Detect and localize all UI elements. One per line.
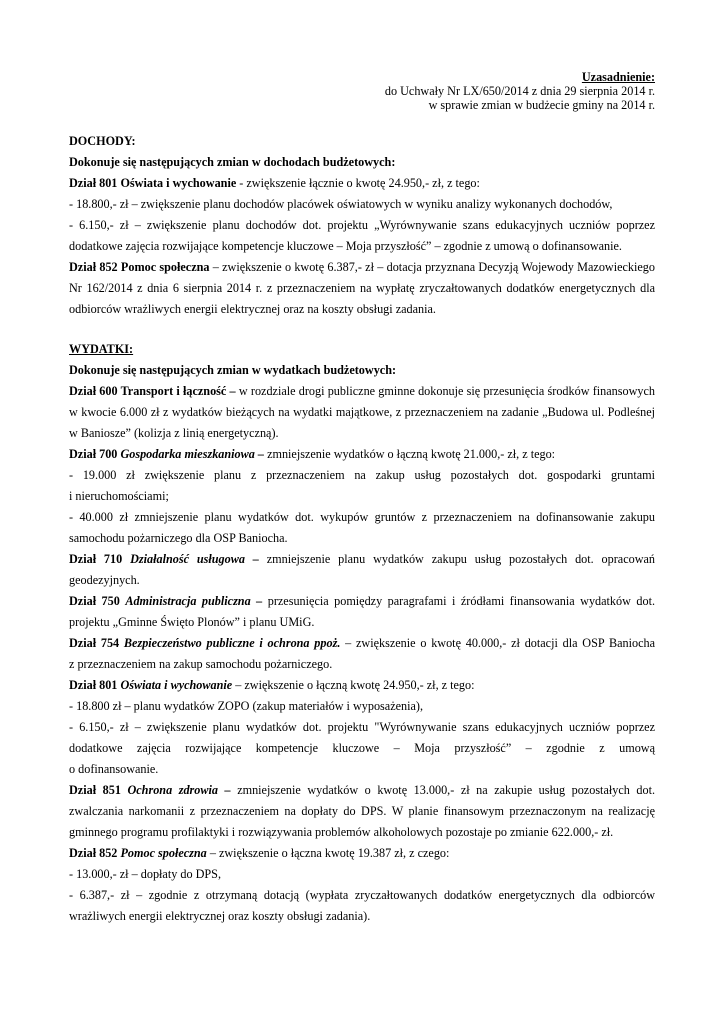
- wydatki-801-name: Oświata i wychowanie: [120, 678, 233, 692]
- dochody-852-line2: Nr 162/2014 z dnia 6 sierpnia 2014 r. z przeznaczeniem na wypłatę zryczałtowanych dodatków energetycznych dla: [69, 281, 655, 295]
- dochody-801-item2-line1: - 6.150,- zł – zwiększenie planu dochodów dot. projektu „Wyrównywanie szans edukacyjnych uczniów poprzez: [69, 218, 655, 232]
- wydatki-851-line2: zwalczania narkomanii z przeznaczeniem na dopłaty do DPS. W planie finansowym przeznaczonym na realizację: [69, 804, 655, 818]
- section-heading-dochody: DOCHODY:: [69, 134, 136, 148]
- wydatki-754-name: Bezpieczeństwo publiczne i ochrona ppoż.: [123, 636, 341, 650]
- section-heading-wydatki: WYDATKI:: [69, 342, 134, 356]
- document-header: [385, 70, 655, 112]
- header-subject-line: w sprawie zmian w budżecie gminy na 2014 r.: [428, 98, 655, 112]
- wydatki-700-line: [69, 444, 655, 465]
- wydatki-700-item1-line1: - 19.000 zł zwiększenie planu z przeznaczeniem na zakup usług pozostałych dot. gospodarki gruntami: [69, 468, 655, 482]
- wydatki-710-line1: [69, 549, 655, 570]
- wydatki-600-line1: [69, 381, 655, 402]
- dochody-801-text: - zwiększenie łącznie o kwotę 24.950,- zł, z tego:: [236, 176, 480, 190]
- wydatki-852-text: – zwiększenie o łączna kwotę 19.387 zł, z czego:: [206, 846, 450, 860]
- wydatki-754-line1: [69, 633, 655, 654]
- wydatki-801-line: [69, 675, 655, 696]
- wydatki-700-item2-line2: samochodu pożarniczego dla OSP Baniocha.: [69, 531, 288, 545]
- wydatki-700-number: Dział 700: [69, 447, 121, 461]
- dochody-852-line3: odbiorców wrażliwych energii elektrycznej oraz na koszty obsługi zadania.: [69, 302, 436, 316]
- wydatki-700-item1-line2: i nieruchomościami;: [69, 489, 169, 503]
- wydatki-801-number: Dział 801: [69, 678, 121, 692]
- wydatki-801-item2-line1: - 6.150,- zł – zwiększenie planu wydatków dot. projektu "Wyrównywanie szans edukacyjnych uczniów poprzez: [69, 720, 655, 734]
- wydatki-801-item1: - 18.800 zł – planu wydatków ZOPO (zakup materiałów i wyposażenia),: [69, 699, 424, 713]
- wydatki-750-number: Dział 750: [69, 594, 126, 608]
- wydatki-600-line3: w Baniosze” (kolizja z linią energetyczną).: [69, 426, 279, 440]
- wydatki-750-line2: projektu „Gminne Święto Plonów” i planu UMiG.: [69, 615, 315, 629]
- document-body: [69, 131, 655, 927]
- wydatki-600-line2: w kwocie 6.000 zł z wydatków bieżących na wydatki majątkowe, z przeznaczeniem na zadanie „Budowa ul. Podleśnej: [69, 405, 655, 419]
- wydatki-852-number: Dział 852: [69, 846, 121, 860]
- wydatki-754-text: – zwiększenie o kwotę 40.000,- zł dotacji dla OSP Baniocha: [340, 636, 655, 650]
- wydatki-754-number: Dział 754: [69, 636, 124, 650]
- dochody-852-line1: [69, 257, 655, 278]
- wydatki-750-name: Administracja publiczna –: [125, 594, 263, 608]
- dochody-801-label: Dział 801 Oświata i wychowanie: [69, 176, 237, 190]
- wydatki-750-text: przesunięcia pomiędzy paragrafami i źródłami finansowania wydatków dot.: [262, 594, 656, 608]
- header-title: Uzasadnienie:: [581, 70, 655, 84]
- wydatki-700-text: zmniejszenie wydatków o łączną kwotę 21.000,- zł, z tego:: [264, 447, 556, 461]
- wydatki-intro: Dokonuje się następujących zmian w wydatkach budżetowych:: [69, 363, 397, 377]
- wydatki-851-text: zmniejszenie wydatków o kwotę 13.000,- zł na zakupie usług pozostałych dot.: [230, 783, 656, 797]
- wydatki-600-text: w rozdziale drogi publiczne gminne dokonuje się przesunięcia środków finansowych: [235, 384, 656, 398]
- dochody-801-line: [69, 173, 655, 194]
- dochody-852-label: Dział 852 Pomoc społeczna: [69, 260, 210, 274]
- wydatki-851-line3: gminnego programu profilaktyki i rozwiązywania problemów alkoholowych pozostaje po zmianie 622.000,- zł.: [69, 825, 614, 839]
- wydatki-852-line: [69, 843, 655, 864]
- wydatki-801-text: – zwiększenie o łączną kwotę 24.950,- zł, z tego:: [232, 678, 475, 692]
- header-resolution-line: do Uchwały Nr LX/650/2014 z dnia 29 sierpnia 2014 r.: [384, 84, 655, 98]
- dochody-801-item2-line2: dodatkowe zajęcia rozwijające kompetencje kluczowe – Moja przyszłość” – zgodnie z umową o dofinansowanie.: [69, 239, 622, 253]
- dochody-852-text: – zwiększenie o kwotę 6.387,- zł – dotacja przyznana Decyzją Wojewody Mazowieckiego: [209, 260, 655, 274]
- wydatki-851-line1: [69, 780, 655, 801]
- wydatki-801-item2-line2: dodatkowe zajęcia rozwijające kompetencje kluczowe – Moja przyszłość” – zgodnie z umową: [69, 741, 655, 755]
- wydatki-700-item2-line1: - 40.000 zł zmniejszenie planu wydatków dot. wykupów gruntów z przeznaczeniem na dofinansowanie zakupu: [69, 510, 655, 524]
- dochody-801-item1: - 18.800,- zł – zwiększenie planu dochodów placówek oświatowych w wyniku analizy wykonanych dochodów,: [69, 197, 613, 211]
- dochody-intro: Dokonuje się następujących zmian w dochodach budżetowych:: [69, 155, 396, 169]
- wydatki-852-item1: - 13.000,- zł – dopłaty do DPS,: [69, 867, 221, 881]
- wydatki-710-text: zmniejszenie planu wydatków zakupu usług pozostałych dot. opracowań: [258, 552, 655, 566]
- wydatki-600-label: Dział 600 Transport i łączność –: [69, 384, 236, 398]
- wydatki-710-number: Dział 710: [69, 552, 131, 566]
- wydatki-852-item2-line1: - 6.387,- zł – zgodnie z otrzymaną dotacją (wypłata zryczałtowanych dodatków energetycznych dla odbiorców: [69, 888, 655, 902]
- wydatki-750-line1: [69, 591, 655, 612]
- wydatki-801-item2-line3: o dofinansowanie.: [69, 762, 159, 776]
- wydatki-852-item2-line2: wrażliwych energii elektrycznej oraz koszty obsługi zadania).: [69, 909, 371, 923]
- wydatki-851-name: Ochrona zdrowia –: [127, 783, 231, 797]
- wydatki-710-name: Działalność usługowa –: [130, 552, 259, 566]
- wydatki-700-name: Gospodarka mieszkaniowa –: [120, 447, 265, 461]
- wydatki-851-number: Dział 851: [69, 783, 128, 797]
- wydatki-754-line2: z przeznaczeniem na zakup samochodu pożarniczego.: [69, 657, 333, 671]
- wydatki-710-line2: geodezyjnych.: [69, 573, 140, 587]
- wydatki-852-name: Pomoc społeczna: [120, 846, 207, 860]
